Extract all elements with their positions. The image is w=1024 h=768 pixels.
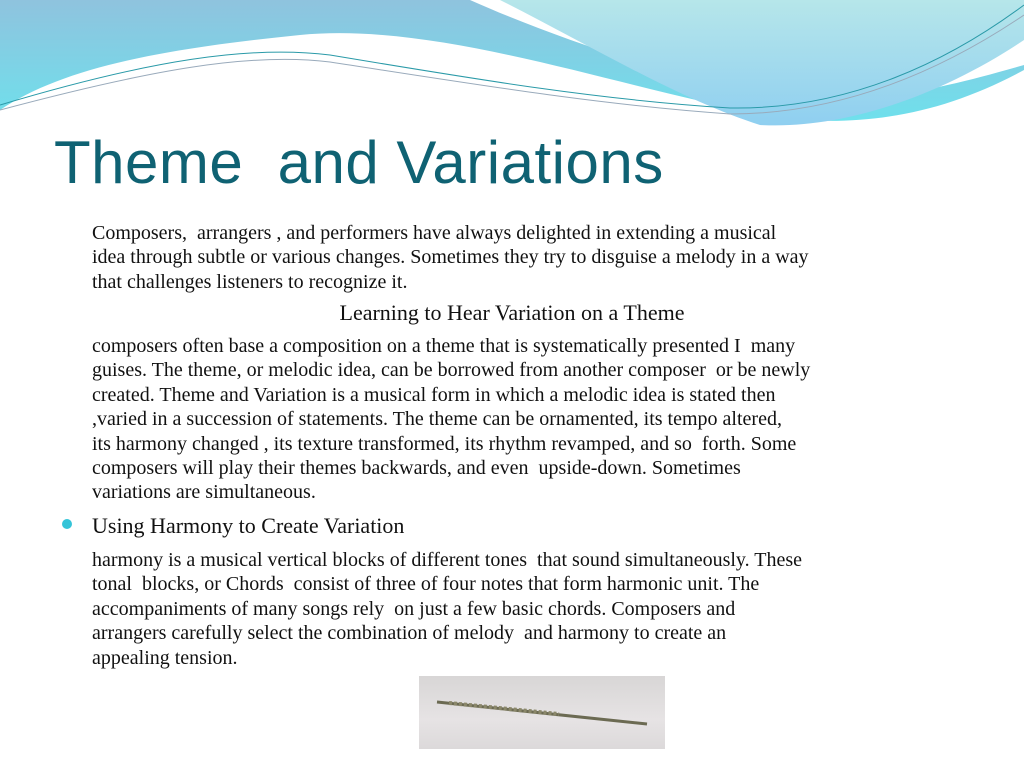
header-wave-decoration	[0, 0, 1024, 130]
harmony-paragraph	[92, 548, 802, 670]
bullet-icon	[62, 519, 72, 529]
text-line: created. Theme and Variation is a musical form in which a melodic idea is stated then	[92, 383, 776, 406]
text-line: guises. The theme, or melodic idea, can be borrowed from another composer or be newly	[92, 359, 811, 382]
intro-paragraph	[92, 221, 809, 294]
text-line: accompaniments of many songs rely on just a few basic chords. Composers and	[92, 597, 736, 620]
bullet-heading: Using Harmony to Create Variation	[92, 513, 405, 538]
text-line: composers will play their themes backwards, and even upside-down. Sometimes	[92, 457, 741, 480]
text-line: arrangers carefully select the combination of melody and harmony to create an	[92, 622, 727, 645]
text-line: composers often base a composition on a theme that is systematically presented I many	[92, 335, 796, 357]
text-line: variations are simultaneous.	[92, 481, 316, 504]
text-line: Composers, arrangers , and performers have always delighted in extending a musical	[92, 222, 777, 244]
text-line: idea through subtle or various changes. Sometimes they try to disguise a melody in a way	[92, 246, 809, 269]
slide-title: Theme and Variations	[54, 129, 664, 196]
text-line: harmony is a musical vertical blocks of different tones that sound simultaneously. These	[92, 549, 803, 571]
text-line: that challenges listeners to recognize it.	[92, 270, 408, 293]
flute-image	[419, 676, 665, 749]
flute-icon	[419, 676, 665, 749]
text-line: ,varied in a succession of statements. The theme can be ornamented, its tempo altered,	[92, 408, 782, 431]
theme-paragraph	[92, 334, 810, 505]
text-line: appealing tension.	[92, 646, 238, 669]
text-line: tonal blocks, or Chords consist of three of four notes that form harmonic unit. The	[92, 573, 760, 596]
text-line: its harmony changed , its texture transformed, its rhythm revamped, and so forth. Some	[92, 432, 797, 455]
subheading: Learning to Hear Variation on a Theme	[339, 300, 685, 325]
